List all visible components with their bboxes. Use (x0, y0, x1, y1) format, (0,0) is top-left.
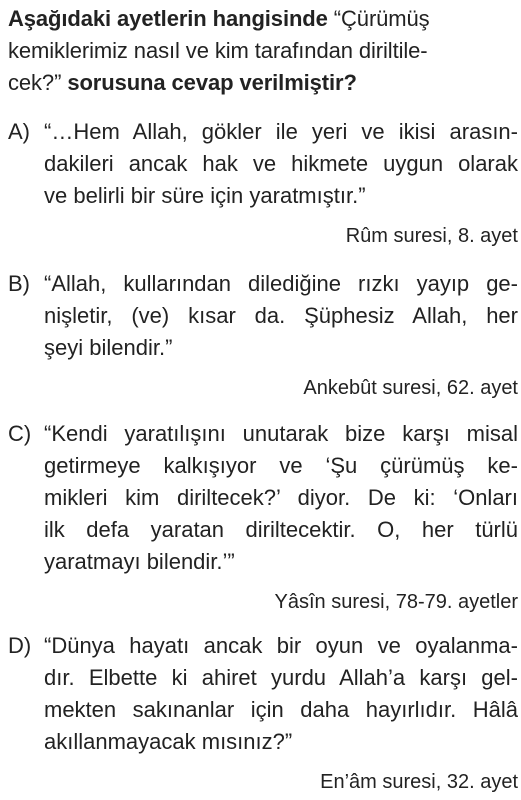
option-line: ve belirli bir süre için yaratmıştır.” (44, 183, 366, 208)
option-line: getirmeye kalkışıyor ve ‘Şu çürümüş ke- (44, 453, 518, 478)
option-text (44, 418, 518, 578)
question-line-1 (8, 3, 518, 35)
option-text (44, 116, 518, 212)
option-line: dır. Elbette ki ahiret yurdu Allah’a karşı gel- (44, 665, 518, 690)
verse-source: Ankebût suresi, 62. ayet (303, 377, 518, 399)
question-bold-ending: sorusuna cevap verilmiştir? (67, 70, 357, 95)
question-quote-start: “Çürümüş (327, 6, 430, 31)
question-line-2: kemiklerimiz nasıl ve kim tarafından diriltile- (8, 38, 428, 63)
option-text (44, 630, 518, 758)
option-line: “Dünya hayatı ancak bir oyun ve oyalanma- (44, 633, 518, 658)
option-line: ilk defa yaratan diriltecektir. O, her türlü (44, 517, 518, 542)
option-letter: C) (8, 421, 32, 446)
option-letter: D) (8, 633, 32, 658)
option-line: şeyi bilendir.” (44, 335, 173, 360)
option-line: akıllanmayacak mısınız?” (44, 729, 293, 754)
option-line: mekten sakınanlar için daha hayırlıdır. Hâlâ (44, 697, 518, 722)
option-line: “…Hem Allah, gökler ile yeri ve ikisi arasın- (44, 119, 518, 144)
verse-source: Yâsîn suresi, 78-79. ayetler (274, 591, 518, 613)
question-line-3 (8, 67, 518, 99)
option-d[interactable] (8, 630, 518, 796)
option-letter: B) (8, 271, 30, 296)
option-line: mikleri kim diriltecek?’ diyor. De ki: ‘Onları (44, 485, 518, 510)
option-letter: A) (8, 119, 30, 144)
verse-source: Rûm suresi, 8. ayet (345, 225, 518, 247)
question-quote-end: cek?” (8, 70, 68, 95)
option-b[interactable] (8, 268, 518, 402)
option-line: “Allah, kullarından dilediğine rızkı yayıp ge- (44, 271, 518, 296)
question-bold-part: Aşağıdaki ayetlerin hangisinde (8, 6, 328, 31)
option-c[interactable] (8, 418, 518, 616)
question-stem (8, 3, 518, 99)
option-line: yaratmayı bilendir.’” (44, 549, 235, 574)
option-line: dakileri ancak hak ve hikmete uygun olarak (44, 151, 518, 176)
option-line: nişletir, (ve) kısar da. Şüphesiz Allah, her (44, 303, 518, 328)
verse-source: En’âm suresi, 32. ayet (320, 771, 518, 793)
option-line: “Kendi yaratılışını unutarak bize karşı misal (44, 421, 518, 446)
option-a[interactable] (8, 116, 518, 250)
option-text (44, 268, 518, 364)
